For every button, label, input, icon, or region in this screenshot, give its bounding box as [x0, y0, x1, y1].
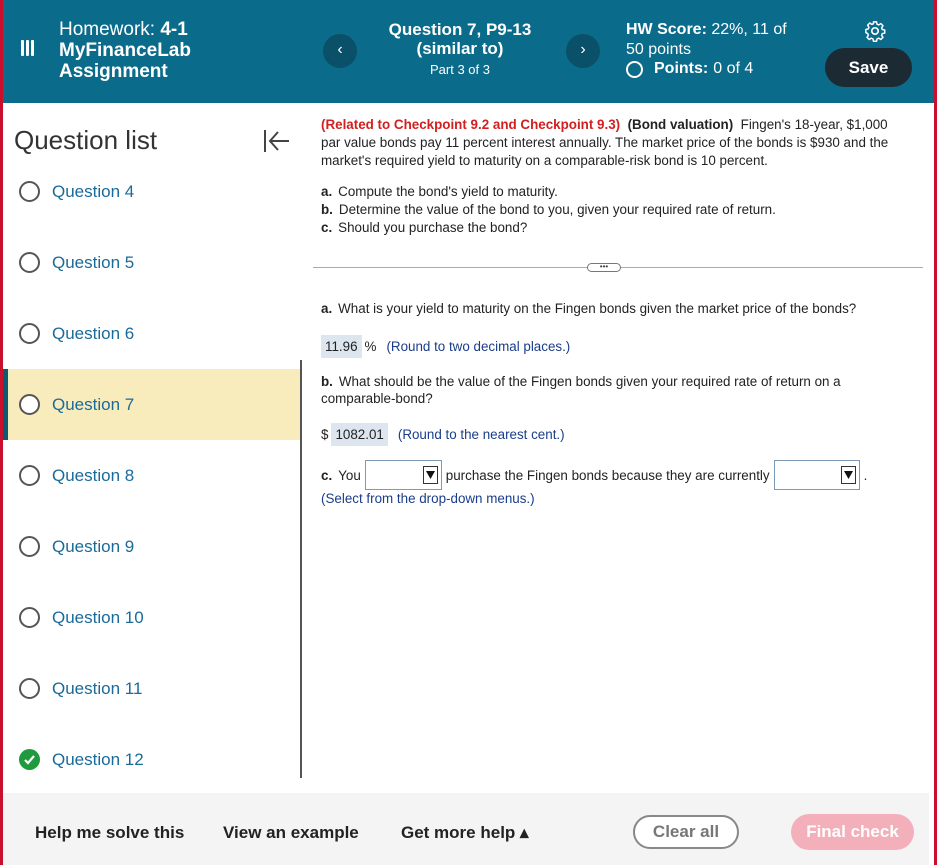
view-example-button[interactable]: View an example [223, 823, 359, 842]
task-list [321, 183, 776, 237]
percent-unit: % [364, 339, 377, 354]
chevron-left-icon: ‹ [337, 41, 343, 58]
dropdown-arrow-icon [423, 466, 438, 484]
part-c-period: . [863, 467, 868, 483]
previous-question-button[interactable] [323, 34, 357, 68]
points-display [626, 60, 753, 78]
expand-divider-handle[interactable]: ••• [587, 263, 621, 272]
question-list-item-4[interactable] [3, 156, 301, 227]
related-checkpoint-link[interactable]: (Related to Checkpoint 9.2 and Checkpoint 9.3) [321, 117, 621, 132]
final-check-button[interactable]: Final check [791, 814, 914, 850]
collapse-sidebar-icon[interactable] [261, 127, 291, 155]
currency-symbol: $ [321, 427, 329, 442]
bond-value-answer-field[interactable]: 1082.01 [331, 423, 387, 446]
question-list-item-5[interactable] [3, 227, 301, 298]
question-list-label: Question 11 [52, 678, 143, 698]
hw-score-label: HW Score: [626, 21, 707, 38]
part-c-text-before: You [338, 467, 361, 483]
unanswered-radio-icon [19, 536, 40, 557]
part-b-hint: (Round to the nearest cent.) [397, 427, 565, 442]
problem-topic: (Bond valuation) [627, 117, 734, 132]
yield-answer-field[interactable]: 11.96 [321, 335, 362, 358]
part-b-question: b. What should be the value of the Fingen bonds given your required rate of return on a comparable-bond? [321, 374, 841, 406]
question-list-label: Question 8 [52, 465, 135, 485]
unanswered-radio-icon [19, 607, 40, 628]
question-list-label: Question 12 [52, 749, 144, 769]
task-item: b. Determine the value of the bond to you, given your required rate of return. [321, 202, 776, 217]
part-b-answer-row [321, 423, 565, 446]
chevron-right-icon: › [580, 41, 586, 58]
menu-icon[interactable] [18, 37, 36, 59]
get-more-help-button[interactable]: Get more help ▴ [401, 823, 529, 842]
sidebar-scrollbar[interactable] [300, 360, 302, 778]
points-label: Points: [654, 60, 709, 77]
part-c-text-middle: purchase the Fingen bonds because they are currently [445, 467, 770, 483]
question-subtitle: (similar to) [416, 39, 504, 58]
question-header [370, 20, 550, 77]
footer-bar [3, 793, 929, 865]
part-a-hint: (Round to two decimal places.) [386, 339, 571, 354]
question-list-label: Question 9 [52, 536, 135, 556]
unanswered-radio-icon [19, 465, 40, 486]
homework-name-line3: Assignment [59, 61, 168, 82]
homework-name-line2: MyFinanceLab [59, 40, 191, 61]
purchase-decision-dropdown[interactable] [365, 460, 442, 490]
points-circle-icon [626, 61, 643, 78]
next-question-button[interactable] [566, 34, 600, 68]
unanswered-radio-icon [19, 252, 40, 273]
hw-score [626, 20, 816, 60]
question-list-item-11[interactable] [3, 653, 301, 724]
part-a-answer-row [321, 335, 570, 358]
question-list-label: Question 5 [52, 252, 135, 272]
question-part: Part 3 of 3 [430, 62, 490, 77]
header-bar [0, 0, 937, 103]
question-list-item-9[interactable] [3, 511, 301, 582]
question-content [303, 103, 929, 793]
dropdown-arrow-icon [841, 466, 856, 484]
unanswered-radio-icon [19, 678, 40, 699]
question-title: Question 7, P9-13 [388, 20, 532, 39]
homework-number: 4-1 [160, 19, 188, 40]
unanswered-radio-icon [19, 181, 40, 202]
unanswered-radio-icon [19, 394, 40, 415]
price-status-dropdown[interactable] [774, 460, 860, 490]
help-me-solve-button[interactable]: Help me solve this [35, 823, 185, 842]
points-value: 0 of 4 [713, 60, 754, 77]
hw-score-total: 50 points [626, 41, 691, 58]
window-left-border [0, 0, 3, 865]
task-item: a. Compute the bond's yield to maturity. [321, 184, 558, 199]
homework-title [59, 19, 259, 82]
problem-statement [321, 116, 901, 170]
question-list-sidebar [3, 103, 301, 793]
question-list-label: Question 10 [52, 607, 144, 627]
question-list-item-7-current[interactable] [3, 369, 301, 440]
hw-score-value: 22%, 11 of [711, 21, 787, 38]
unanswered-radio-icon [19, 323, 40, 344]
question-list-item-6[interactable] [3, 298, 301, 369]
question-list-title: Question list [14, 125, 158, 155]
task-item: c. Should you purchase the bond? [321, 220, 528, 235]
gear-icon[interactable] [864, 20, 886, 42]
checkmark-icon [19, 749, 40, 770]
question-list-label: Question 7 [52, 394, 135, 414]
part-c-row: c. You purchase the Fingen bonds because they are currently . [321, 460, 867, 490]
part-a-question: a. What is your yield to maturity on the Fingen bonds given the market price of the bonds? [321, 301, 857, 316]
question-list-label: Question 6 [52, 323, 135, 343]
question-list-item-10[interactable] [3, 582, 301, 653]
homework-label: Homework: [59, 19, 156, 40]
question-list-item-8[interactable] [3, 440, 301, 511]
problem-text: Fingen's 18-year, $1,000 par value bonds pay 11 percent interest annually. The market price of the bonds is $930 and the market's required yield to maturity on a comparable-risk bond is 10 percent. [321, 117, 889, 168]
question-list-label: Question 4 [52, 181, 135, 201]
save-button[interactable]: Save [825, 48, 912, 87]
part-c-hint: (Select from the drop-down menus.) [321, 491, 535, 506]
clear-all-button[interactable]: Clear all [633, 815, 739, 849]
question-list-item-12[interactable] [3, 724, 301, 795]
